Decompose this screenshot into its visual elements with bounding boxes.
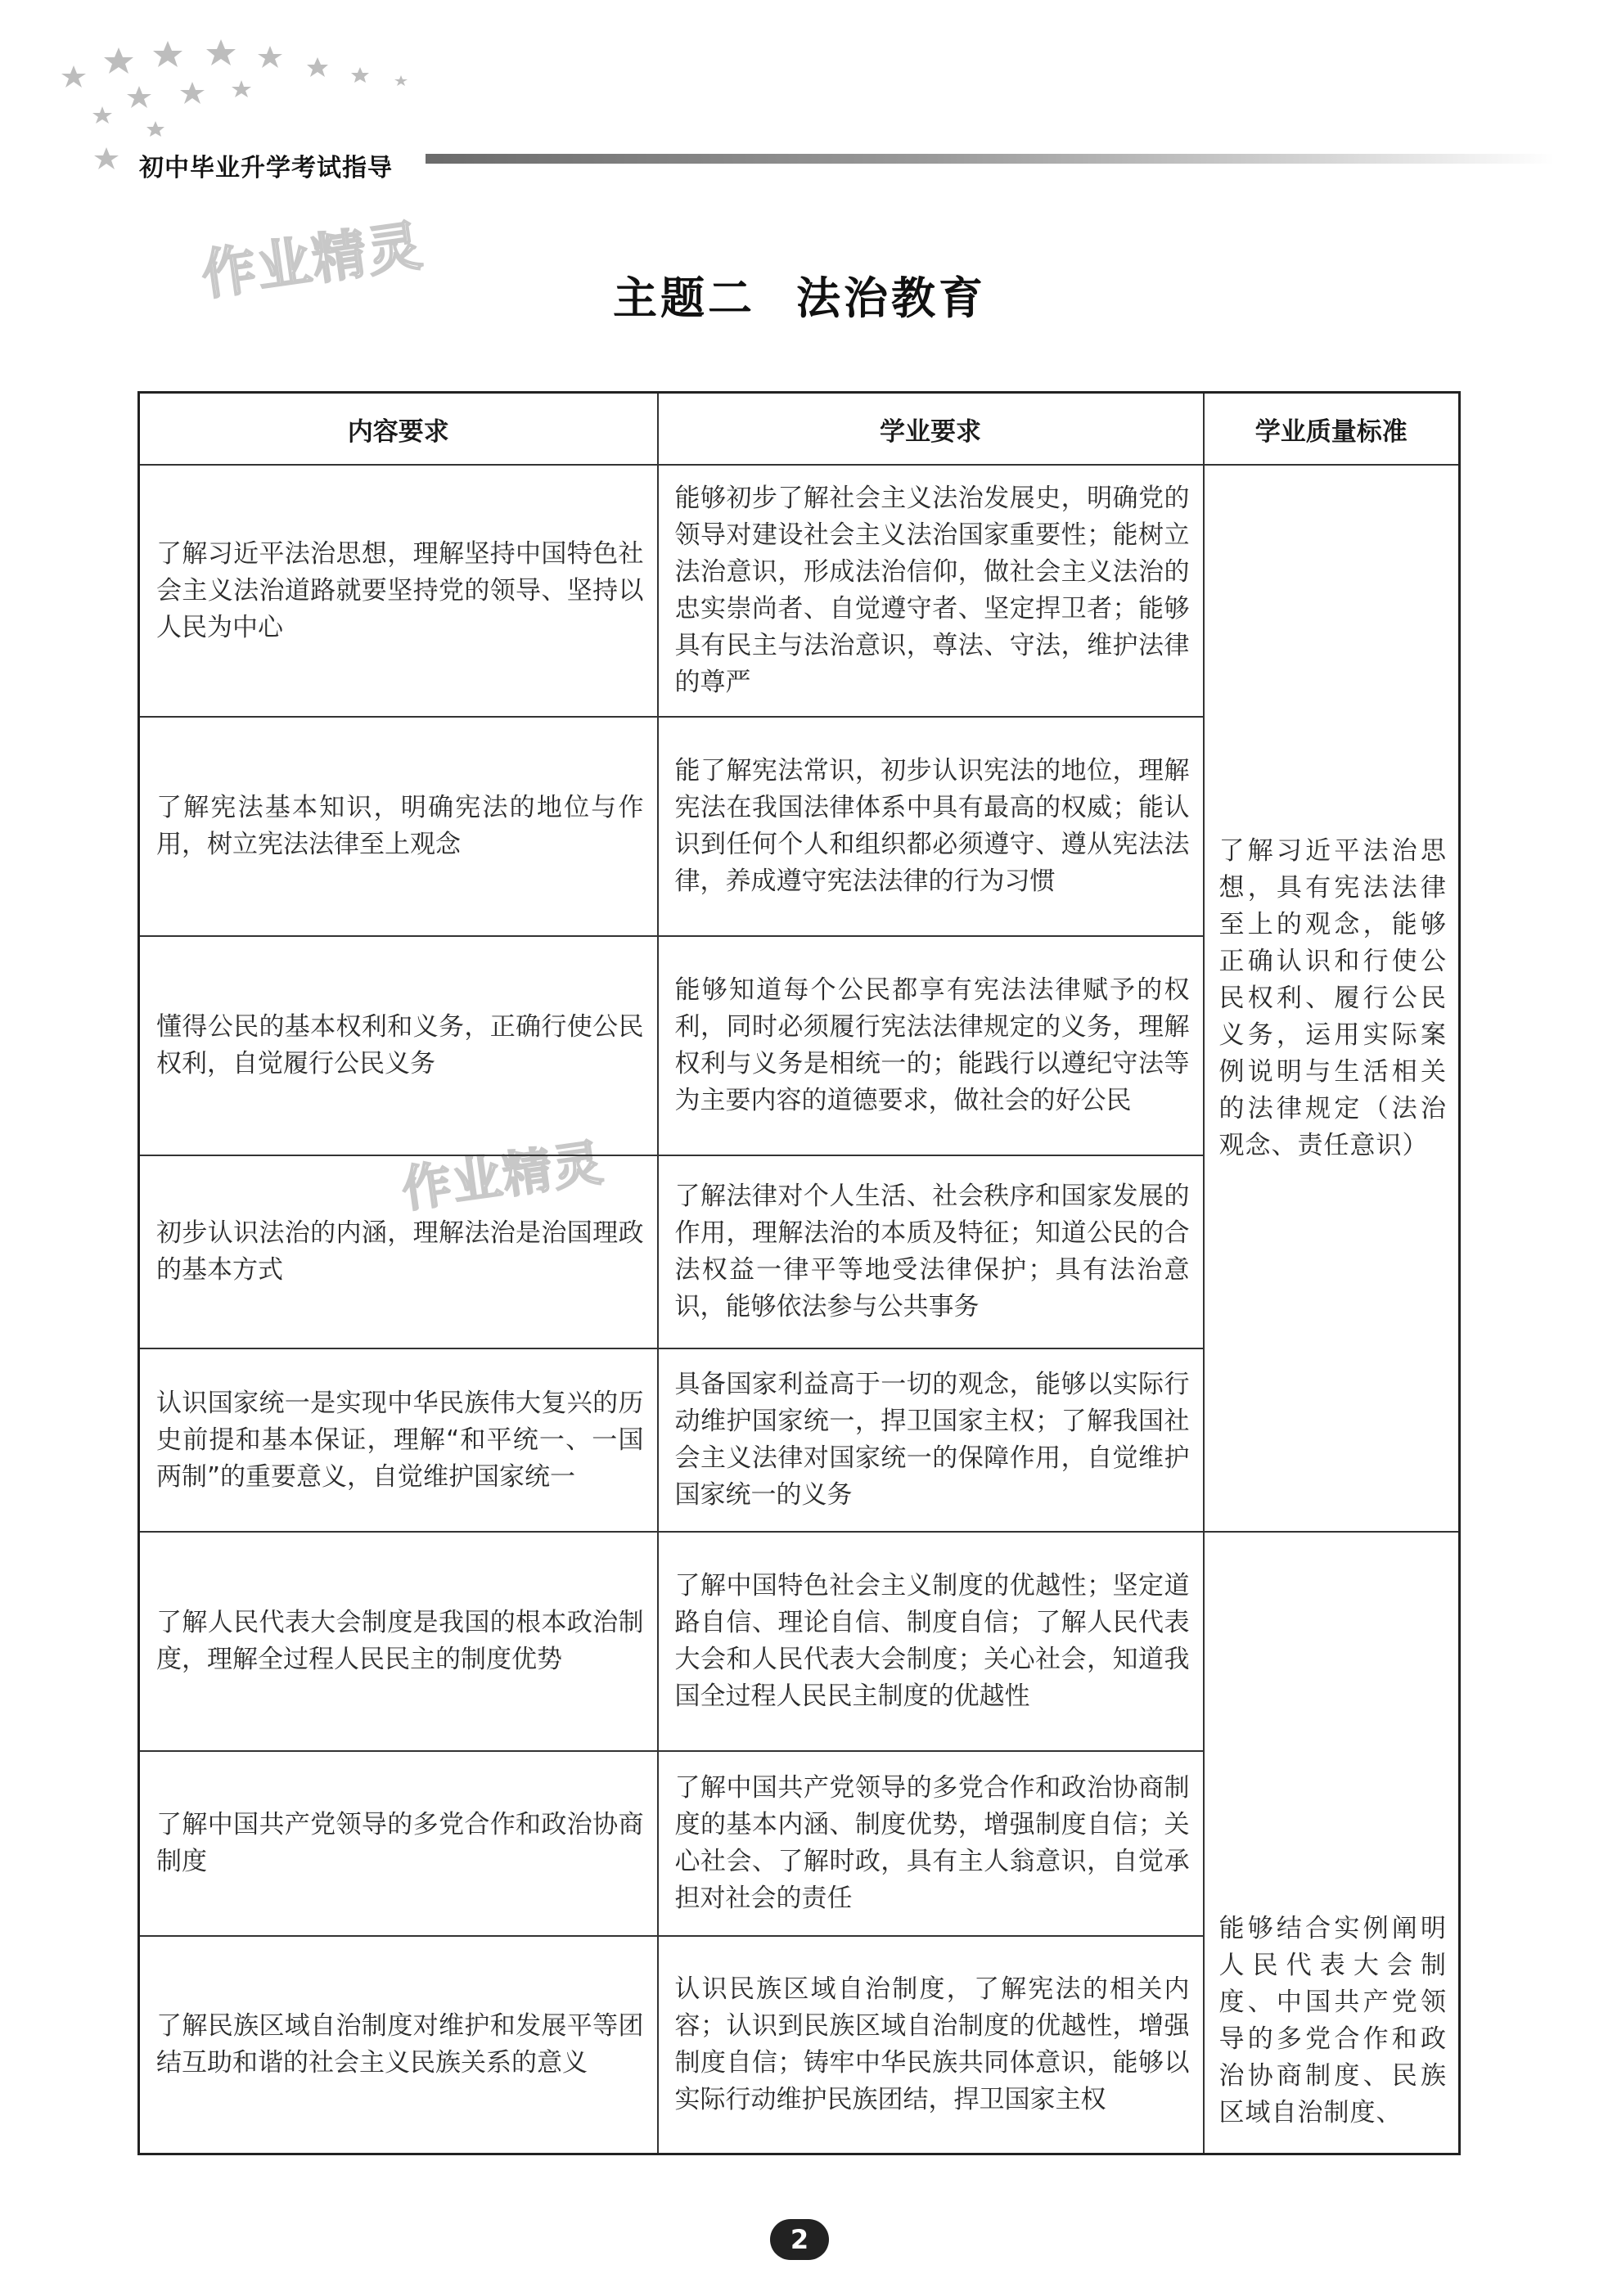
- page-title: [0, 263, 1599, 326]
- star-icon: [206, 39, 236, 65]
- content-requirement-cell: 初步认识法治的内涵，理解法治是治国理政的基本方式: [139, 1155, 658, 1348]
- star-icon: [307, 57, 328, 77]
- academic-requirement-cell: 了解中国共产党领导的多党合作和政治协商制度的基本内涵、制度优势，增强制度自信；关心社会、了解时政，具有主人翁意识，自觉承担对社会的责任: [658, 1751, 1204, 1936]
- quality-standard-cell: 了解习近平法治思想，具有宪法法律至上的观念，能够正确认识和行使公民权利、履行公民义务，运用实际案例说明与生活相关的法律规定（法治观念、责任意识）: [1204, 465, 1460, 1532]
- star-icon: [351, 67, 369, 83]
- watermark-logo: 作业精灵: [197, 214, 427, 308]
- star-icon: [127, 86, 151, 108]
- table-row: [139, 1532, 1460, 1751]
- content-requirement-cell: 懂得公民的基本权利和义务，正确行使公民权利，自觉履行公民义务: [139, 936, 658, 1155]
- watermark-logo: 作业精灵: [399, 1134, 608, 1219]
- academic-requirement-cell: 具备国家利益高于一切的观念，能够以实际行动维护国家统一，捍卫国家主权；了解我国社会主义法律对国家统一的保障作用，自觉维护国家统一的义务: [658, 1348, 1204, 1532]
- star-icon: [104, 47, 133, 74]
- academic-requirement-cell: 了解法律对个人生活、社会秩序和国家发展的作用，理解法治的本质及特征；知道公民的合法权益一律平等地受法律保护；具有法治意识，能够依法参与公共事务: [658, 1155, 1204, 1348]
- quality-standard-cell: 能够结合实例阐明人民代表大会制度、中国共产党领导的多党合作和政治协商制度、民族区域自治制度、: [1204, 1532, 1460, 2154]
- column-header-academic: 学业要求: [658, 393, 1204, 466]
- star-icon: [180, 82, 205, 104]
- content-requirement-cell: 了解习近平法治思想，理解坚持中国特色社会主义法治道路就要坚持党的领导、坚持以人民为中心: [139, 465, 658, 717]
- page-number: 2: [770, 2219, 829, 2260]
- academic-requirement-cell: 认识民族区域自治制度，了解宪法的相关内容；认识到民族区域自治制度的优越性，增强制度自信；铸牢中华民族共同体意识，能够以实际行动维护民族团结，捍卫国家主权: [658, 1936, 1204, 2154]
- star-icon: [232, 80, 251, 97]
- star-icon: [153, 41, 182, 67]
- star-icon: [394, 75, 408, 86]
- academic-requirement-cell: 能够知道每个公民都享有宪法法律赋予的权利，同时必须履行宪法法律规定的义务，理解权利与义务是相统一的；能践行以遵纪守法等为主要内容的道德要求，做社会的好公民: [658, 936, 1204, 1155]
- star-icon: [94, 147, 119, 169]
- column-header-quality: 学业质量标准: [1204, 393, 1460, 466]
- standards-table: [137, 391, 1461, 2155]
- page-title-subject: 法治教育: [796, 272, 986, 324]
- header-rule: [426, 154, 1555, 164]
- star-icon: [92, 106, 112, 124]
- academic-requirement-cell: 能了解宪法常识，初步认识宪法的地位，理解宪法在我国法律体系中具有最高的权威；能认识到任何个人和组织都必须遵守、遵从宪法法律，养成遵守宪法法律的行为习惯: [658, 717, 1204, 936]
- content-requirement-cell: 认识国家统一是实现中华民族伟大复兴的历史前提和基本保证，理解“和平统一、一国两制”的重要意义，自觉维护国家统一: [139, 1348, 658, 1532]
- table-row: [139, 465, 1460, 717]
- star-icon: [61, 65, 86, 88]
- table-header-row: [139, 393, 1460, 466]
- star-icon: [258, 46, 282, 68]
- content-requirement-cell: 了解民族区域自治制度对维护和发展平等团结互助和谐的社会主义民族关系的意义: [139, 1936, 658, 2154]
- page-title-topic: 主题二: [613, 272, 755, 324]
- star-icon: [146, 121, 164, 137]
- academic-requirement-cell: 了解中国特色社会主义制度的优越性；坚定道路自信、理论自信、制度自信；了解人民代表大会和人民代表大会制度；关心社会，知道我国全过程人民民主制度的优越性: [658, 1532, 1204, 1751]
- column-header-content: 内容要求: [139, 393, 658, 466]
- academic-requirement-cell: 能够初步了解社会主义法治发展史，明确党的领导对建设社会主义法治国家重要性；能树立法治意识，形成法治信仰，做社会主义法治的忠实崇尚者、自觉遵守者、坚定捍卫者；能够具有民主与法治意识，尊法、守法，维护法律的尊严: [658, 465, 1204, 717]
- content-requirement-cell: 了解宪法基本知识，明确宪法的地位与作用，树立宪法法律至上观念: [139, 717, 658, 936]
- content-requirement-cell: 了解人民代表大会制度是我国的根本政治制度，理解全过程人民民主的制度优势: [139, 1532, 658, 1751]
- content-requirement-cell: 了解中国共产党领导的多党合作和政治协商制度: [139, 1751, 658, 1936]
- book-title: 初中毕业升学考试指导: [139, 154, 393, 182]
